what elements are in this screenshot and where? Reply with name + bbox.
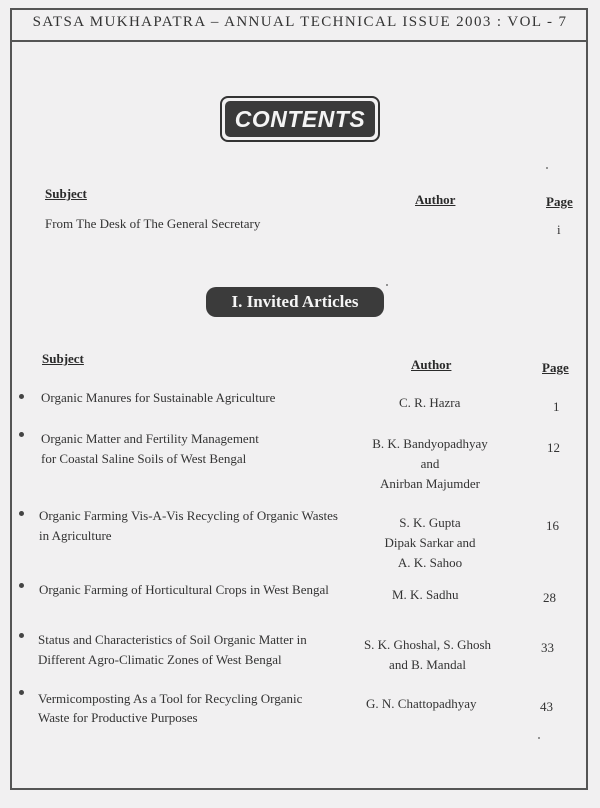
article-author: S. K. Gupta bbox=[399, 515, 461, 530]
scan-speck bbox=[538, 737, 540, 739]
bullet-icon bbox=[19, 394, 24, 399]
scan-speck bbox=[546, 167, 548, 169]
header-divider bbox=[12, 40, 588, 42]
article-title: Waste for Productive Purposes bbox=[38, 710, 198, 725]
article-title: Organic Farming Vis-A-Vis Recycling of Organic Wastes bbox=[39, 508, 338, 523]
article-author: M. K. Sadhu bbox=[392, 587, 459, 602]
article-page: 1 bbox=[553, 399, 560, 414]
contents-title: CONTENTS bbox=[225, 101, 375, 137]
article-author: G. N. Chattopadhyay bbox=[366, 696, 477, 711]
bullet-icon bbox=[19, 690, 24, 695]
author-heading: Author bbox=[415, 192, 456, 207]
bullet-icon bbox=[19, 432, 24, 437]
article-author: and bbox=[420, 456, 440, 471]
subject-heading: Subject bbox=[45, 186, 87, 201]
article-title: Different Agro-Climatic Zones of West Bengal bbox=[38, 652, 282, 667]
article-title: for Coastal Saline Soils of West Bengal bbox=[41, 451, 247, 466]
author-heading: Author bbox=[411, 357, 452, 372]
article-author: B. K. Bandyopadhyay bbox=[372, 436, 488, 451]
scan-speck bbox=[386, 284, 388, 286]
article-author: C. R. Hazra bbox=[399, 395, 461, 410]
article-author: A. K. Sahoo bbox=[397, 555, 463, 570]
bullet-icon bbox=[19, 583, 24, 588]
article-author: and B. Mandal bbox=[389, 657, 466, 672]
running-header: SATSA MUKHAPATRA – ANNUAL TECHNICAL ISSUE 2003 : VOL - 7 bbox=[32, 14, 568, 30]
article-page: 12 bbox=[547, 440, 560, 455]
intro-page: i bbox=[557, 222, 561, 237]
article-author: S. K. Ghoshal, S. Ghosh bbox=[363, 637, 492, 652]
contents-title-box bbox=[220, 96, 380, 142]
intro-subject: From The Desk of The General Secretary bbox=[45, 216, 261, 231]
bullet-icon bbox=[19, 633, 24, 638]
article-page: 43 bbox=[540, 699, 553, 714]
article-author: Dipak Sarkar and bbox=[384, 535, 476, 550]
article-title: Organic Matter and Fertility Management bbox=[41, 431, 259, 446]
section-title: I. Invited Articles bbox=[206, 287, 384, 317]
article-page: 16 bbox=[546, 518, 559, 533]
article-page: 28 bbox=[543, 590, 556, 605]
article-author: Anirban Majumder bbox=[379, 476, 480, 491]
page-heading: Page bbox=[546, 194, 573, 209]
article-page: 33 bbox=[541, 640, 554, 655]
article-title: Status and Characteristics of Soil Organic Matter in bbox=[38, 632, 307, 647]
subject-heading: Subject bbox=[42, 351, 84, 366]
article-title: in Agriculture bbox=[39, 528, 112, 543]
article-title: Organic Manures for Sustainable Agriculture bbox=[41, 390, 276, 405]
page-heading: Page bbox=[542, 360, 569, 375]
article-title: Vermicomposting As a Tool for Recycling Organic bbox=[38, 691, 303, 706]
bullet-icon bbox=[19, 511, 24, 516]
article-title: Organic Farming of Horticultural Crops in West Bengal bbox=[39, 582, 329, 597]
